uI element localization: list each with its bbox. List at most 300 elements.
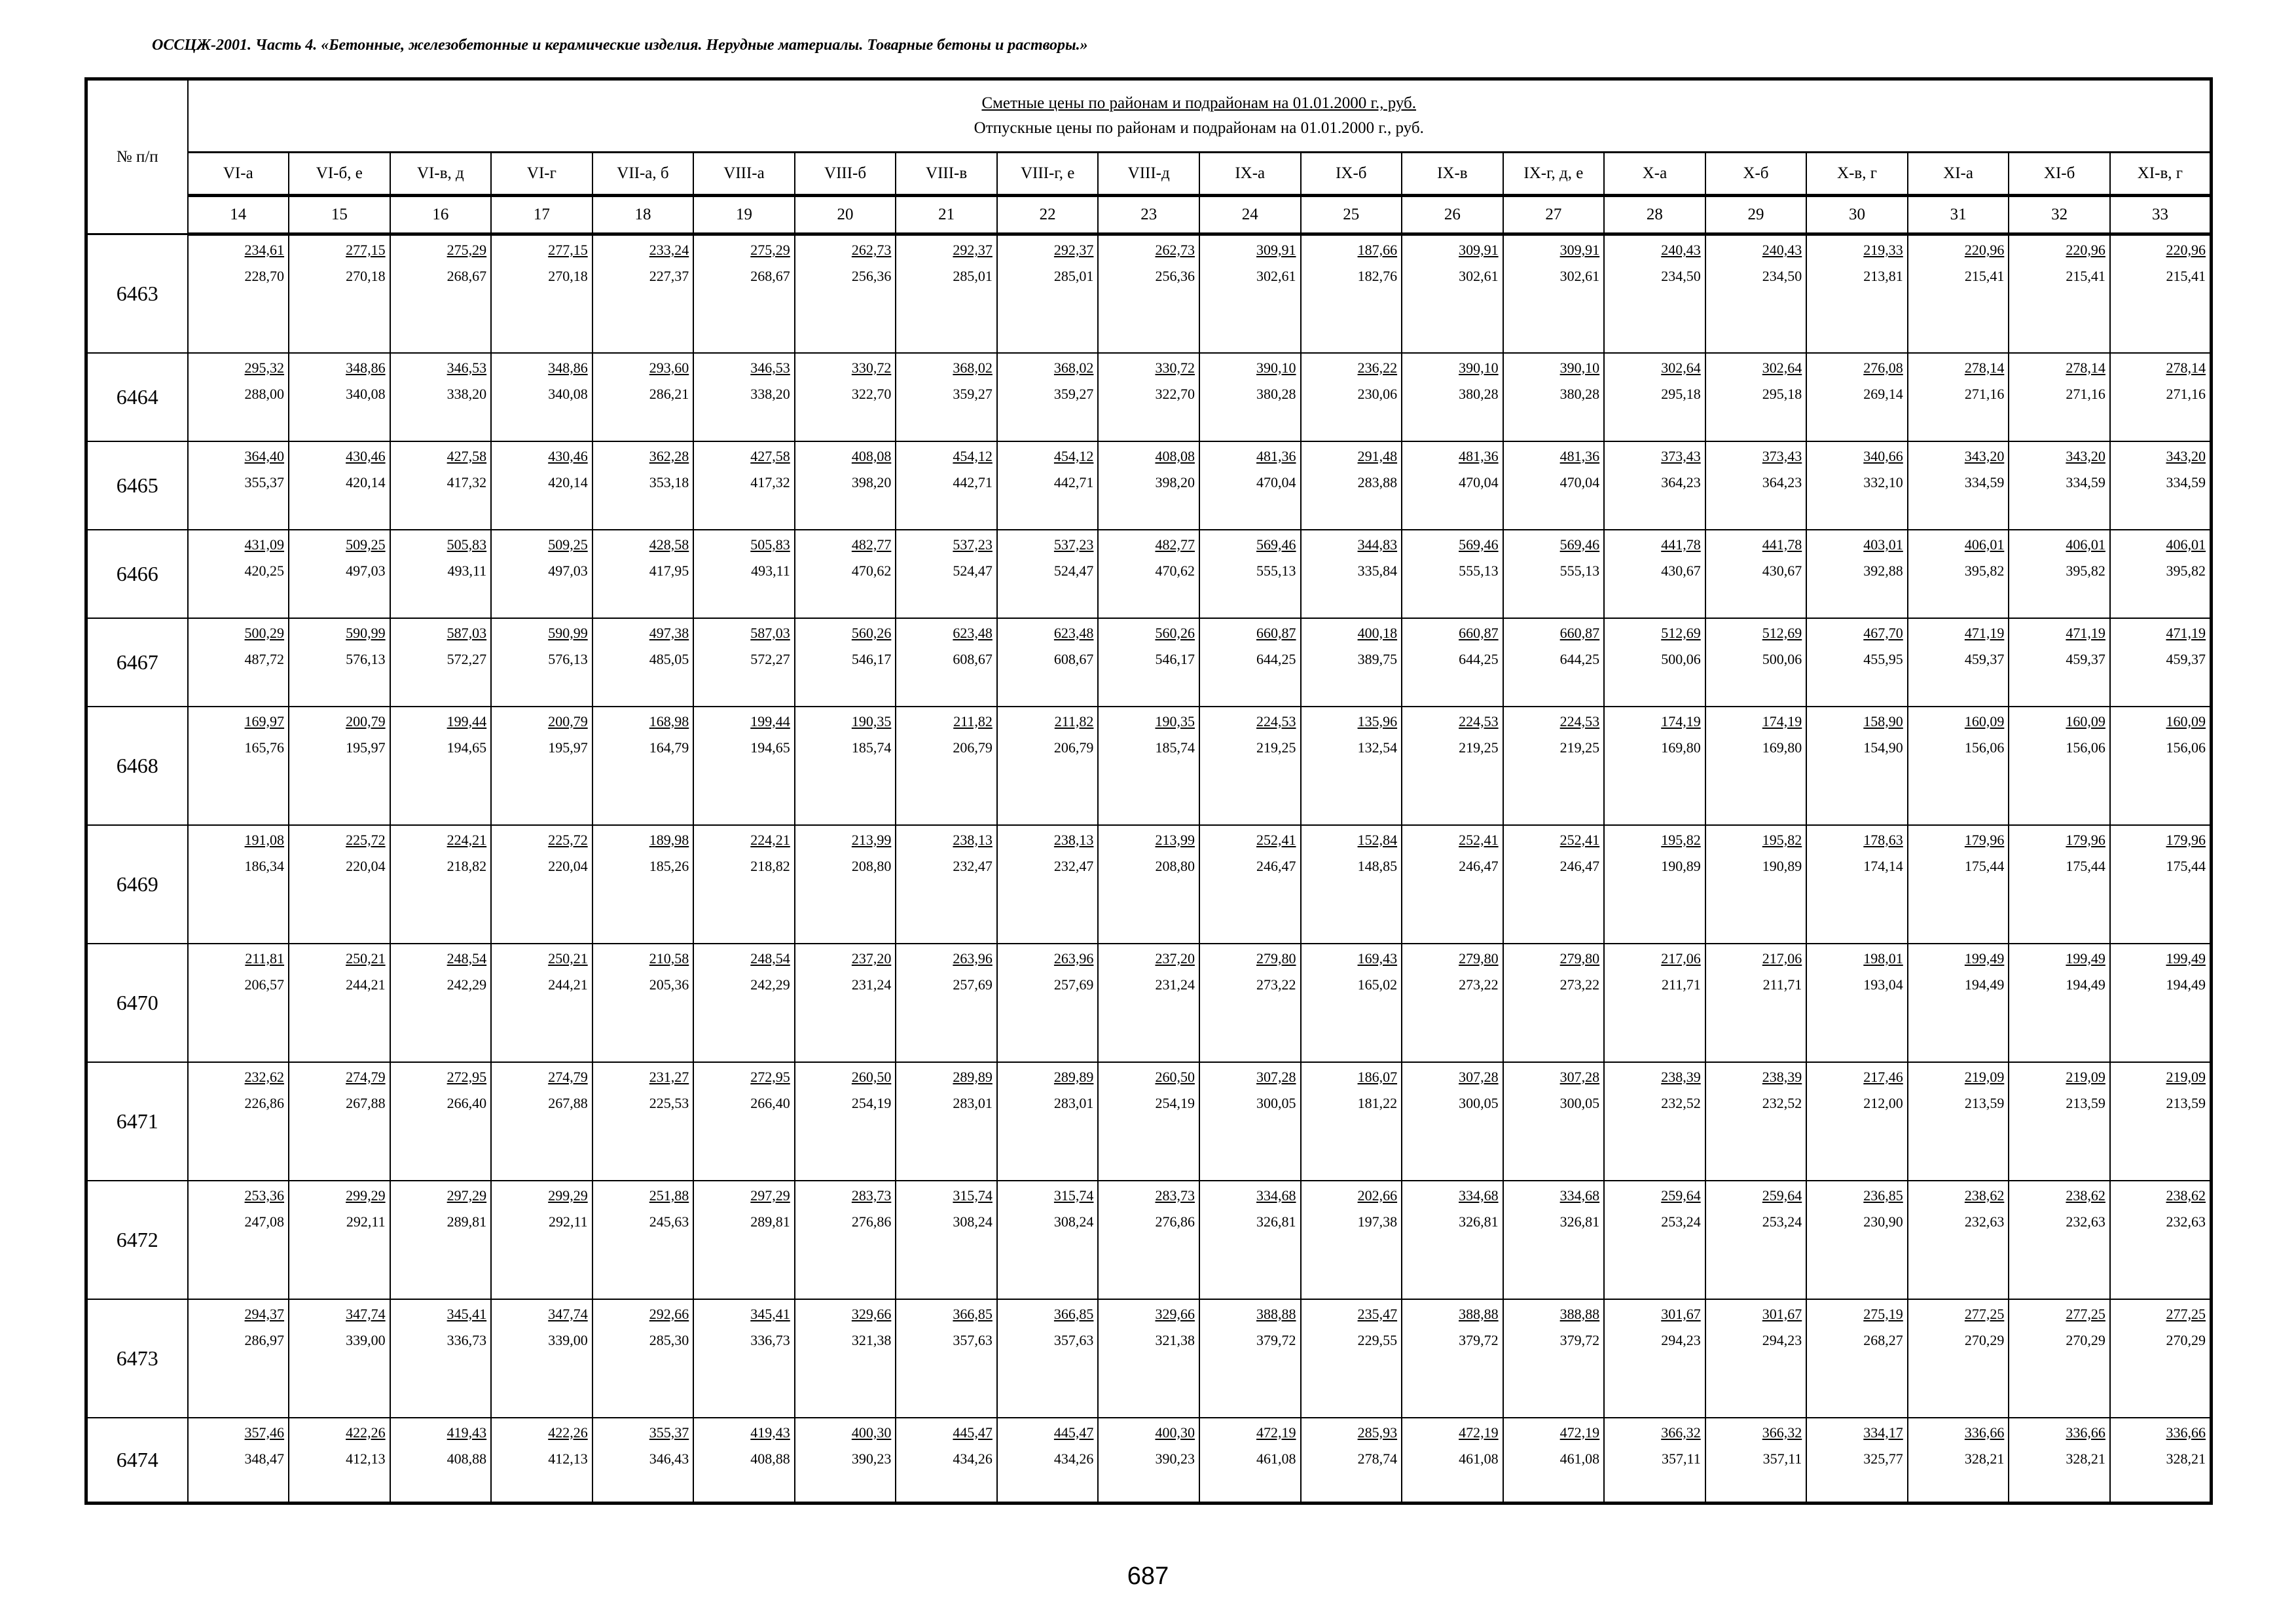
release-price: 234,50 bbox=[1661, 268, 1701, 284]
release-price: 268,67 bbox=[750, 268, 790, 284]
release-price: 328,21 bbox=[2066, 1450, 2105, 1467]
release-price: 226,86 bbox=[244, 1094, 285, 1111]
release-price: 470,62 bbox=[851, 562, 892, 579]
price-cell bbox=[2110, 1299, 2212, 1418]
release-price: 546,17 bbox=[851, 650, 892, 667]
price-cell bbox=[592, 618, 694, 707]
release-price: 165,02 bbox=[1357, 976, 1398, 993]
price-cell bbox=[795, 825, 896, 944]
release-price: 270,18 bbox=[346, 268, 386, 284]
estimated-price: 237,20 bbox=[1155, 950, 1195, 967]
release-price: 346,43 bbox=[649, 1450, 689, 1467]
release-price: 555,13 bbox=[1256, 562, 1296, 579]
price-cell bbox=[1908, 441, 2009, 530]
estimated-price: 252,41 bbox=[1559, 831, 1600, 848]
estimated-price: 277,25 bbox=[2166, 1305, 2206, 1322]
release-price: 355,37 bbox=[244, 473, 285, 490]
release-price: 285,01 bbox=[1053, 268, 1094, 284]
district-header: IX-г, д, е bbox=[1503, 153, 1605, 196]
estimated-price: 272,95 bbox=[750, 1068, 790, 1085]
row-id: 6474 bbox=[86, 1418, 188, 1504]
price-cell bbox=[795, 1418, 896, 1504]
release-price: 470,04 bbox=[1559, 473, 1600, 490]
price-cell bbox=[896, 1062, 997, 1181]
release-price: 193,04 bbox=[1863, 976, 1903, 993]
estimated-price: 179,96 bbox=[2166, 831, 2206, 848]
district-header: IX-а bbox=[1199, 153, 1301, 196]
price-cell bbox=[188, 944, 289, 1062]
price-cell bbox=[289, 618, 390, 707]
estimated-price: 291,48 bbox=[1357, 447, 1398, 464]
estimated-price: 135,96 bbox=[1357, 712, 1398, 729]
release-price: 195,97 bbox=[548, 739, 588, 756]
row-id: 6470 bbox=[86, 944, 188, 1062]
release-price: 283,88 bbox=[1357, 473, 1398, 490]
column-number: 25 bbox=[1301, 196, 1402, 234]
price-cell bbox=[1402, 1181, 1503, 1299]
price-cell bbox=[795, 944, 896, 1062]
estimated-price: 234,61 bbox=[244, 242, 285, 258]
price-cell bbox=[289, 707, 390, 825]
estimated-price: 472,19 bbox=[1256, 1424, 1296, 1441]
price-cell bbox=[1908, 234, 2009, 353]
estimated-price: 187,66 bbox=[1357, 242, 1398, 258]
np-header: № п/п bbox=[86, 79, 188, 234]
release-price: 273,22 bbox=[1559, 976, 1600, 993]
release-price: 430,67 bbox=[1661, 562, 1701, 579]
estimated-price: 217,06 bbox=[1661, 950, 1701, 967]
price-cell bbox=[1199, 441, 1301, 530]
release-price: 283,01 bbox=[1053, 1094, 1094, 1111]
estimated-price: 289,89 bbox=[1053, 1068, 1094, 1085]
estimated-price: 315,74 bbox=[953, 1187, 993, 1204]
price-cell bbox=[1301, 441, 1402, 530]
price-cell bbox=[289, 530, 390, 618]
price-cell bbox=[1705, 618, 1807, 707]
price-cell bbox=[1604, 353, 1705, 441]
estimated-price: 191,08 bbox=[244, 831, 285, 848]
estimated-price: 467,70 bbox=[1863, 624, 1903, 641]
estimated-price: 289,89 bbox=[953, 1068, 993, 1085]
release-price: 332,10 bbox=[1863, 473, 1903, 490]
price-cell bbox=[1098, 234, 1199, 353]
estimated-price: 309,91 bbox=[1559, 242, 1600, 258]
price-cell bbox=[1705, 353, 1807, 441]
price-cell bbox=[390, 1181, 492, 1299]
column-number: 15 bbox=[289, 196, 390, 234]
estimated-price: 274,79 bbox=[346, 1068, 386, 1085]
district-header: XI-а bbox=[1908, 153, 2009, 196]
estimated-price: 236,85 bbox=[1863, 1187, 1903, 1204]
release-price: 267,88 bbox=[346, 1094, 386, 1111]
price-cell bbox=[1402, 825, 1503, 944]
estimated-price: 238,13 bbox=[953, 831, 993, 848]
price-cell bbox=[390, 825, 492, 944]
estimated-price: 224,21 bbox=[750, 831, 790, 848]
column-number: 17 bbox=[491, 196, 592, 234]
estimated-price: 590,99 bbox=[346, 624, 386, 641]
price-cell bbox=[491, 1418, 592, 1504]
price-cell bbox=[1705, 707, 1807, 825]
column-number: 32 bbox=[2009, 196, 2110, 234]
price-cell bbox=[896, 1181, 997, 1299]
estimated-price: 231,27 bbox=[649, 1068, 689, 1085]
page-header: ОССЦЖ-2001. Часть 4. «Бетонные, железобетонные и керамические изделия. Нерудные материалы. Товарные бетоны и растворы.» bbox=[152, 37, 1088, 54]
release-price: 500,06 bbox=[1661, 650, 1701, 667]
release-price: 190,89 bbox=[1661, 857, 1701, 874]
release-price: 285,01 bbox=[953, 268, 993, 284]
price-cell bbox=[1301, 1299, 1402, 1418]
release-price: 497,03 bbox=[548, 562, 588, 579]
price-cell bbox=[997, 441, 1099, 530]
table-row bbox=[86, 707, 2212, 825]
estimated-price: 238,62 bbox=[2166, 1187, 2206, 1204]
price-cell bbox=[2009, 944, 2110, 1062]
release-price: 555,13 bbox=[1459, 562, 1499, 579]
release-price: 348,47 bbox=[244, 1450, 285, 1467]
table-title bbox=[188, 79, 2212, 153]
estimated-price: 430,46 bbox=[346, 447, 386, 464]
price-cell bbox=[693, 1062, 795, 1181]
price-cell bbox=[1705, 825, 1807, 944]
price-cell bbox=[795, 353, 896, 441]
price-cell bbox=[1908, 1181, 2009, 1299]
row-id: 6469 bbox=[86, 825, 188, 944]
release-price: 412,13 bbox=[548, 1450, 588, 1467]
estimated-price: 388,88 bbox=[1256, 1305, 1296, 1322]
estimated-price: 259,64 bbox=[1762, 1187, 1802, 1204]
release-price: 215,41 bbox=[2166, 268, 2206, 284]
price-cell bbox=[1705, 530, 1807, 618]
release-price: 359,27 bbox=[953, 385, 993, 402]
release-price: 211,71 bbox=[1762, 976, 1802, 993]
estimated-price: 211,82 bbox=[953, 712, 993, 729]
estimated-price: 422,26 bbox=[548, 1424, 588, 1441]
release-price: 300,05 bbox=[1256, 1094, 1296, 1111]
release-price: 392,88 bbox=[1863, 562, 1903, 579]
release-price: 232,52 bbox=[1661, 1094, 1701, 1111]
release-price: 292,11 bbox=[346, 1213, 386, 1230]
estimated-price: 160,09 bbox=[2166, 712, 2206, 729]
estimated-price: 509,25 bbox=[548, 536, 588, 553]
release-price: 295,18 bbox=[1661, 385, 1701, 402]
price-cell bbox=[592, 825, 694, 944]
estimated-price: 217,46 bbox=[1863, 1068, 1903, 1085]
estimated-price: 419,43 bbox=[446, 1424, 487, 1441]
estimated-price: 362,28 bbox=[649, 447, 689, 464]
estimated-price: 403,01 bbox=[1863, 536, 1903, 553]
release-price: 206,79 bbox=[1053, 739, 1094, 756]
column-number: 24 bbox=[1199, 196, 1301, 234]
price-cell bbox=[693, 1418, 795, 1504]
release-price: 334,59 bbox=[2066, 473, 2105, 490]
price-cell bbox=[1199, 353, 1301, 441]
price-cell bbox=[2110, 234, 2212, 353]
release-price: 271,16 bbox=[2066, 385, 2105, 402]
district-header: X-а bbox=[1604, 153, 1705, 196]
estimated-price: 279,80 bbox=[1459, 950, 1499, 967]
release-price: 219,25 bbox=[1459, 739, 1499, 756]
price-cell bbox=[2110, 441, 2212, 530]
estimated-price: 238,62 bbox=[1964, 1187, 2005, 1204]
release-price: 253,24 bbox=[1762, 1213, 1802, 1230]
release-price: 339,00 bbox=[548, 1331, 588, 1348]
release-price: 380,28 bbox=[1559, 385, 1600, 402]
release-price: 194,65 bbox=[750, 739, 790, 756]
estimated-price: 512,69 bbox=[1762, 624, 1802, 641]
price-cell bbox=[1402, 1062, 1503, 1181]
estimated-price: 307,28 bbox=[1459, 1068, 1499, 1085]
estimated-price: 189,98 bbox=[649, 831, 689, 848]
estimated-price: 307,28 bbox=[1559, 1068, 1600, 1085]
estimated-price: 202,66 bbox=[1357, 1187, 1398, 1204]
district-header: VI-а bbox=[188, 153, 289, 196]
release-price: 321,38 bbox=[1155, 1331, 1195, 1348]
estimated-price: 252,41 bbox=[1459, 831, 1499, 848]
price-cell bbox=[1604, 1062, 1705, 1181]
estimated-price: 285,93 bbox=[1357, 1424, 1398, 1441]
release-price: 232,63 bbox=[1964, 1213, 2005, 1230]
price-cell bbox=[1908, 618, 2009, 707]
estimated-price: 301,67 bbox=[1661, 1305, 1701, 1322]
district-header: VI-в, д bbox=[390, 153, 492, 196]
price-cell bbox=[1098, 1062, 1199, 1181]
price-cell bbox=[592, 707, 694, 825]
price-cell bbox=[491, 1299, 592, 1418]
release-price: 132,54 bbox=[1357, 739, 1398, 756]
estimated-price: 406,01 bbox=[2166, 536, 2206, 553]
release-price: 434,26 bbox=[953, 1450, 993, 1467]
release-price: 555,13 bbox=[1559, 562, 1600, 579]
column-number: 27 bbox=[1503, 196, 1605, 234]
price-cell bbox=[1402, 441, 1503, 530]
row-id: 6463 bbox=[86, 234, 188, 353]
price-cell bbox=[390, 1418, 492, 1504]
estimated-price: 348,86 bbox=[548, 359, 588, 376]
price-cell bbox=[2110, 1062, 2212, 1181]
estimated-price: 560,26 bbox=[851, 624, 892, 641]
estimated-price: 240,43 bbox=[1661, 242, 1701, 258]
price-cell bbox=[1908, 1062, 2009, 1181]
release-price: 524,47 bbox=[953, 562, 993, 579]
price-table bbox=[84, 77, 2213, 1505]
estimated-price: 343,20 bbox=[2166, 447, 2206, 464]
estimated-price: 509,25 bbox=[346, 536, 386, 553]
release-price: 208,80 bbox=[1155, 857, 1195, 874]
release-price: 442,71 bbox=[953, 473, 993, 490]
release-price: 256,36 bbox=[1155, 268, 1195, 284]
estimated-price: 219,09 bbox=[2066, 1068, 2105, 1085]
price-cell bbox=[1604, 1299, 1705, 1418]
price-cell bbox=[491, 1181, 592, 1299]
price-cell bbox=[390, 1062, 492, 1181]
price-cell bbox=[491, 618, 592, 707]
release-price: 322,70 bbox=[851, 385, 892, 402]
release-price: 182,76 bbox=[1357, 268, 1398, 284]
release-price: 295,18 bbox=[1762, 385, 1802, 402]
release-price: 336,73 bbox=[750, 1331, 790, 1348]
estimated-price: 660,87 bbox=[1256, 624, 1296, 641]
estimated-price: 400,18 bbox=[1357, 624, 1398, 641]
estimated-price: 238,39 bbox=[1661, 1068, 1701, 1085]
estimated-price: 388,88 bbox=[1559, 1305, 1600, 1322]
release-price: 227,37 bbox=[649, 268, 689, 284]
estimated-price: 279,80 bbox=[1256, 950, 1296, 967]
column-number: 29 bbox=[1705, 196, 1807, 234]
release-price: 232,47 bbox=[1053, 857, 1094, 874]
price-cell bbox=[2009, 441, 2110, 530]
price-cell bbox=[1503, 707, 1605, 825]
price-cell bbox=[693, 1181, 795, 1299]
district-header: VIII-г, е bbox=[997, 153, 1099, 196]
estimated-price: 294,37 bbox=[244, 1305, 285, 1322]
release-price: 286,21 bbox=[649, 385, 689, 402]
district-header: IX-в bbox=[1402, 153, 1503, 196]
release-price: 328,21 bbox=[1964, 1450, 2005, 1467]
estimated-price: 441,78 bbox=[1661, 536, 1701, 553]
release-price: 390,23 bbox=[851, 1450, 892, 1467]
release-price: 380,28 bbox=[1459, 385, 1499, 402]
price-cell bbox=[1604, 441, 1705, 530]
price-cell bbox=[1098, 944, 1199, 1062]
price-cell bbox=[1301, 707, 1402, 825]
price-cell bbox=[1199, 707, 1301, 825]
estimated-price: 199,44 bbox=[750, 712, 790, 729]
price-cell bbox=[693, 707, 795, 825]
estimated-price: 472,19 bbox=[1459, 1424, 1499, 1441]
price-cell bbox=[997, 234, 1099, 353]
release-price: 644,25 bbox=[1256, 650, 1296, 667]
price-cell bbox=[1199, 1181, 1301, 1299]
estimated-price: 240,43 bbox=[1762, 242, 1802, 258]
district-header: X-б bbox=[1705, 153, 1807, 196]
price-cell bbox=[188, 1299, 289, 1418]
price-cell bbox=[1908, 1299, 2009, 1418]
estimated-price: 481,36 bbox=[1256, 447, 1296, 464]
title-smetnye: Сметные цены по районам и подрайонам на 01.01.2000 г., руб. bbox=[981, 94, 1417, 112]
estimated-price: 220,96 bbox=[1964, 242, 2005, 258]
release-price: 213,59 bbox=[2166, 1094, 2206, 1111]
column-number: 33 bbox=[2110, 196, 2212, 234]
release-price: 334,59 bbox=[2166, 473, 2206, 490]
price-cell bbox=[997, 530, 1099, 618]
release-price: 364,23 bbox=[1762, 473, 1802, 490]
price-cell bbox=[1806, 707, 1908, 825]
column-number: 21 bbox=[896, 196, 997, 234]
price-cell bbox=[1199, 618, 1301, 707]
estimated-price: 569,46 bbox=[1459, 536, 1499, 553]
price-cell bbox=[289, 353, 390, 441]
price-cell bbox=[188, 1418, 289, 1504]
price-cell bbox=[2110, 1418, 2212, 1504]
estimated-price: 400,30 bbox=[851, 1424, 892, 1441]
estimated-price: 219,33 bbox=[1863, 242, 1903, 258]
release-price: 242,29 bbox=[750, 976, 790, 993]
estimated-price: 186,07 bbox=[1357, 1068, 1398, 1085]
release-price: 442,71 bbox=[1053, 473, 1094, 490]
release-price: 430,67 bbox=[1762, 562, 1802, 579]
price-cell bbox=[1098, 618, 1199, 707]
estimated-price: 368,02 bbox=[953, 359, 993, 376]
price-cell bbox=[1402, 618, 1503, 707]
price-cell bbox=[997, 1181, 1099, 1299]
price-cell bbox=[1604, 530, 1705, 618]
release-price: 412,13 bbox=[346, 1450, 386, 1467]
estimated-price: 179,96 bbox=[1964, 831, 2005, 848]
release-price: 359,27 bbox=[1053, 385, 1094, 402]
price-cell bbox=[491, 1062, 592, 1181]
release-price: 276,86 bbox=[1155, 1213, 1195, 1230]
price-cell bbox=[896, 441, 997, 530]
price-cell bbox=[188, 825, 289, 944]
release-price: 256,36 bbox=[851, 268, 892, 284]
estimated-price: 309,91 bbox=[1459, 242, 1499, 258]
release-price: 230,90 bbox=[1863, 1213, 1903, 1230]
release-price: 215,41 bbox=[1964, 268, 2005, 284]
release-price: 231,24 bbox=[1155, 976, 1195, 993]
estimated-price: 277,25 bbox=[1964, 1305, 2005, 1322]
release-price: 336,73 bbox=[446, 1331, 487, 1348]
release-price: 417,32 bbox=[446, 473, 487, 490]
column-number: 19 bbox=[693, 196, 795, 234]
price-cell bbox=[188, 618, 289, 707]
price-cell bbox=[1705, 1418, 1807, 1504]
price-cell bbox=[1098, 530, 1199, 618]
estimated-price: 152,84 bbox=[1357, 831, 1398, 848]
estimated-price: 560,26 bbox=[1155, 624, 1195, 641]
estimated-price: 481,36 bbox=[1559, 447, 1600, 464]
estimated-price: 471,19 bbox=[2166, 624, 2206, 641]
release-price: 175,44 bbox=[2166, 857, 2206, 874]
estimated-price: 587,03 bbox=[446, 624, 487, 641]
estimated-price: 220,96 bbox=[2166, 242, 2206, 258]
estimated-price: 235,47 bbox=[1357, 1305, 1398, 1322]
release-price: 206,79 bbox=[953, 739, 993, 756]
estimated-price: 263,96 bbox=[1053, 950, 1094, 967]
release-price: 156,06 bbox=[2166, 739, 2206, 756]
estimated-price: 224,53 bbox=[1559, 712, 1600, 729]
release-price: 300,05 bbox=[1559, 1094, 1600, 1111]
release-price: 398,20 bbox=[851, 473, 892, 490]
release-price: 244,21 bbox=[548, 976, 588, 993]
release-price: 254,19 bbox=[851, 1094, 892, 1111]
release-price: 266,40 bbox=[750, 1094, 790, 1111]
estimated-price: 248,54 bbox=[446, 950, 487, 967]
price-cell bbox=[188, 441, 289, 530]
price-cell bbox=[1402, 353, 1503, 441]
price-cell bbox=[896, 944, 997, 1062]
estimated-price: 210,58 bbox=[649, 950, 689, 967]
estimated-price: 278,14 bbox=[1964, 359, 2005, 376]
price-cell bbox=[1806, 1062, 1908, 1181]
release-price: 194,49 bbox=[1964, 976, 2005, 993]
estimated-price: 277,25 bbox=[2066, 1305, 2105, 1322]
price-cell bbox=[1098, 441, 1199, 530]
price-cell bbox=[289, 1299, 390, 1418]
release-price: 232,63 bbox=[2166, 1213, 2206, 1230]
estimated-price: 248,54 bbox=[750, 950, 790, 967]
price-cell bbox=[896, 1299, 997, 1418]
estimated-price: 299,29 bbox=[346, 1187, 386, 1204]
estimated-price: 238,62 bbox=[2066, 1187, 2105, 1204]
price-cell bbox=[1503, 441, 1605, 530]
row-id: 6473 bbox=[86, 1299, 188, 1418]
price-cell bbox=[896, 530, 997, 618]
price-cell bbox=[1604, 825, 1705, 944]
release-price: 390,23 bbox=[1155, 1450, 1195, 1467]
estimated-price: 334,68 bbox=[1256, 1187, 1296, 1204]
release-price: 364,23 bbox=[1661, 473, 1701, 490]
